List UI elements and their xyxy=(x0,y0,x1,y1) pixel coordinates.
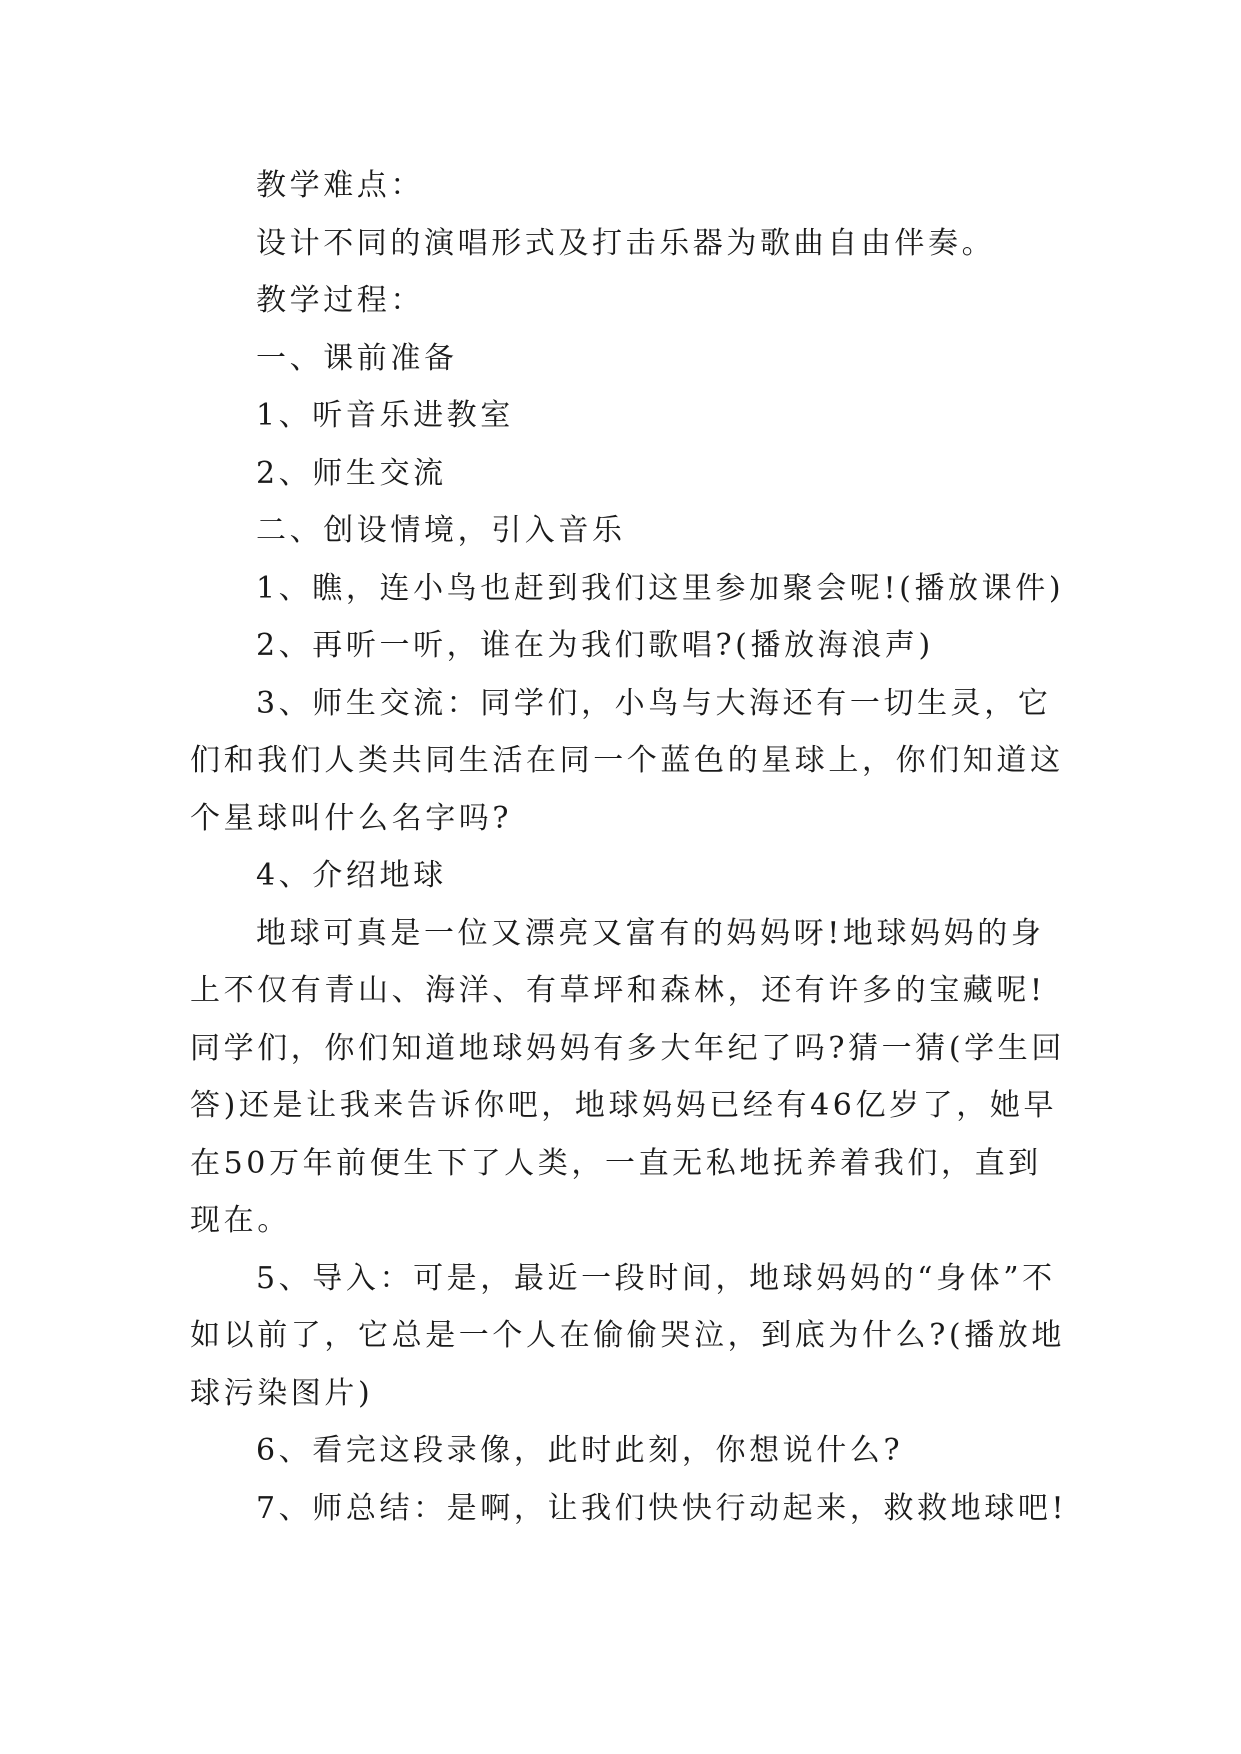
heading-teaching-process: 教学过程： xyxy=(256,283,424,318)
section-one-item-2: 2、师生交流 xyxy=(256,455,447,491)
section-two-item-3: 3、师生交流：同学们，小鸟与大海还有一切生灵，它们和我们人类共同生活在同一个蓝色的星球上，你们知道这个星球叫什么名字吗? xyxy=(190,685,1064,836)
section-two-item-5: 5、导入：可是，最近一段时间，地球妈妈的“身体”不如以前了，它总是一个人在偷偷哭泣，到底为什么?(播放地球污染图片) xyxy=(190,1260,1065,1411)
section-one-heading: 一、课前准备 xyxy=(256,340,458,376)
document-body xyxy=(190,157,1070,1537)
section-two-item-2: 2、再听一听，谁在为我们歌唱?(播放海浪声) xyxy=(256,628,934,663)
paragraph-difficulty-text: 设计不同的演唱形式及打击乐器为歌曲自由伴奏。 xyxy=(256,225,996,261)
section-one-item-1: 1、听音乐进教室 xyxy=(256,398,514,433)
heading-teaching-difficulty: 教学难点： xyxy=(256,168,424,203)
section-two-heading: 二、创设情境，引入音乐 xyxy=(256,513,626,548)
section-two-item-1: 1、瞧，连小鸟也赶到我们这里参加聚会呢!(播放课件) xyxy=(256,570,1065,606)
earth-introduction-paragraph: 地球可真是一位又漂亮又富有的妈妈呀!地球妈妈的身上不仅有青山、海洋、有草坪和森林，还有许多的宝藏呢!同学们，你们知道地球妈妈有多大年纪了吗?猜一猜(学生回答)还是让我来告诉你吧，地球妈妈已经有46亿岁了，她早在50万年前便生下了人类，一直无私地抚养着我们，直到现在。 xyxy=(190,915,1065,1238)
section-two-item-7: 7、师总结：是啊，让我们快快行动起来，救救地球吧! xyxy=(256,1490,1068,1526)
section-two-item-6: 6、看完这段录像，此时此刻，你想说什么? xyxy=(256,1433,904,1468)
section-two-item-4: 4、介绍地球 xyxy=(256,858,447,893)
